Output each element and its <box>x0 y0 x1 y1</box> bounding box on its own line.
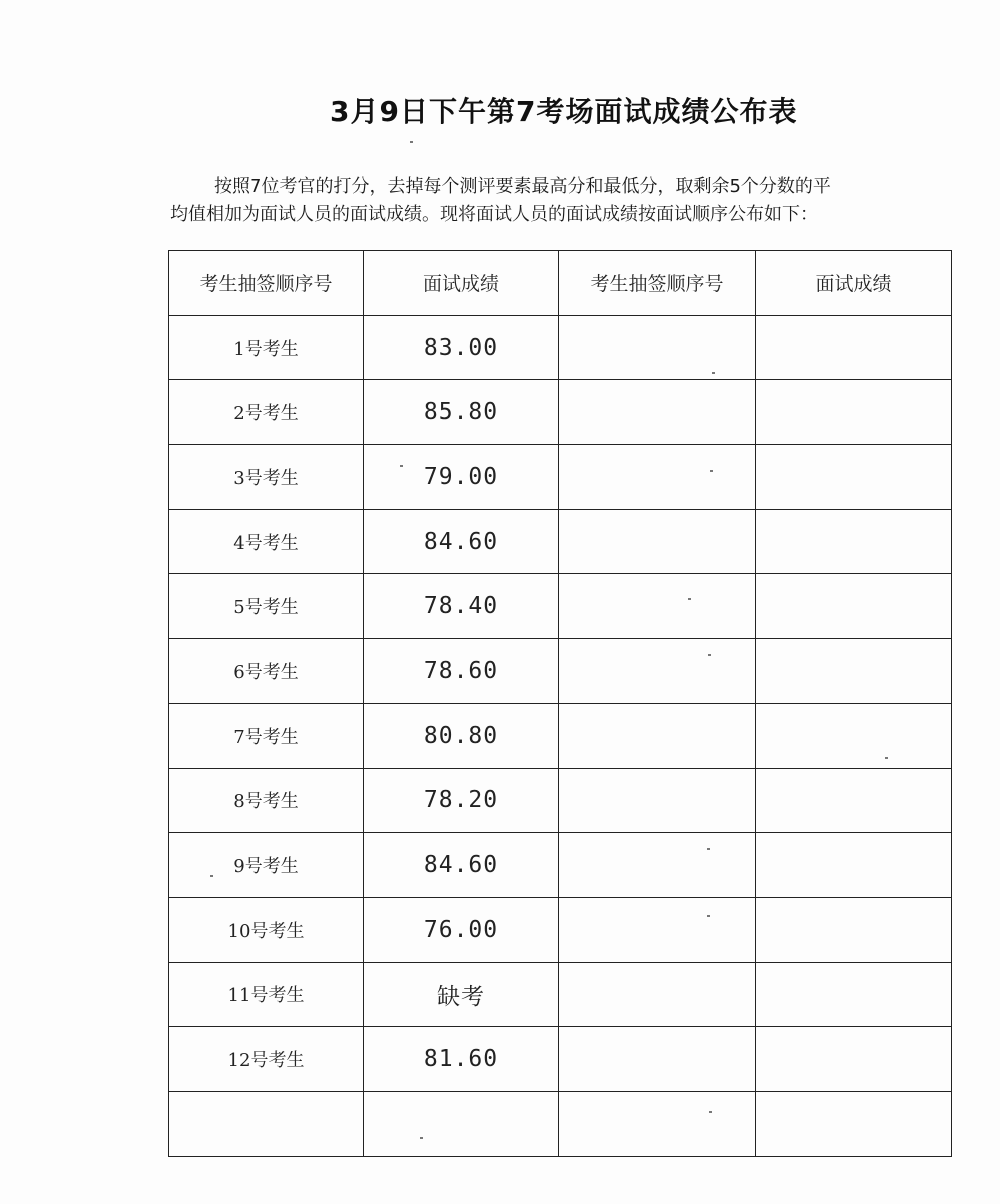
empty-score-cell <box>756 1091 952 1156</box>
empty-candidate-order-cell <box>559 639 756 704</box>
candidate-order-cell: 3号考生 <box>169 445 364 510</box>
candidate-order-cell: 11号考生 <box>169 962 364 1027</box>
interview-score-cell: 76.00 <box>364 897 559 962</box>
empty-score-cell <box>756 445 952 510</box>
interview-score-cell: 84.60 <box>364 833 559 898</box>
empty-candidate-order-cell <box>559 768 756 833</box>
table-row <box>169 509 952 574</box>
score-table-body <box>169 315 952 1156</box>
intro-line-2: 均值相加为面试人员的面试成绩。现将面试人员的面试成绩按面试顺序公布如下： <box>170 204 818 225</box>
header-score-2: 面试成绩 <box>756 251 952 316</box>
empty-candidate-order-cell <box>559 380 756 445</box>
candidate-order-cell: 4号考生 <box>169 509 364 574</box>
empty-score-cell <box>756 509 952 574</box>
candidate-order-cell: 7号考生 <box>169 703 364 768</box>
candidate-order-cell: 5号考生 <box>169 574 364 639</box>
header-candidate-order-1: 考生抽签顺序号 <box>169 251 364 316</box>
interview-score-cell: 78.20 <box>364 768 559 833</box>
interview-score-cell: 缺考 <box>364 962 559 1027</box>
empty-candidate-order-cell <box>559 703 756 768</box>
table-row <box>169 315 952 380</box>
interview-score-cell: 78.40 <box>364 574 559 639</box>
empty-score-cell <box>756 703 952 768</box>
candidate-order-cell: 1号考生 <box>169 315 364 380</box>
candidate-order-cell: 9号考生 <box>169 833 364 898</box>
empty-candidate-order-cell <box>559 445 756 510</box>
intro-line-1: 按照7位考官的打分，去掉每个测评要素最高分和最低分，取剩余5个分数的平 <box>214 176 831 197</box>
empty-score-cell <box>756 962 952 1027</box>
empty-candidate-order-cell <box>559 897 756 962</box>
empty-score-cell <box>756 833 952 898</box>
candidate-order-cell: 8号考生 <box>169 768 364 833</box>
empty-score-cell <box>756 380 952 445</box>
candidate-order-cell: 2号考生 <box>169 380 364 445</box>
empty-score-cell <box>756 574 952 639</box>
empty-candidate-order-cell <box>559 509 756 574</box>
interview-score-cell: 84.60 <box>364 509 559 574</box>
table-row <box>169 768 952 833</box>
empty-candidate-order-cell <box>559 315 756 380</box>
table-row <box>169 897 952 962</box>
table-row <box>169 380 952 445</box>
header-score-1: 面试成绩 <box>364 251 559 316</box>
empty-score-cell <box>756 897 952 962</box>
interview-score-cell: 83.00 <box>364 315 559 380</box>
page-title: 3月9日下午第7考场面试成绩公布表 <box>330 95 798 128</box>
interview-score-cell <box>364 1091 559 1156</box>
empty-score-cell <box>756 768 952 833</box>
empty-candidate-order-cell <box>559 1027 756 1092</box>
table-row <box>169 833 952 898</box>
table-row <box>169 1027 952 1092</box>
empty-candidate-order-cell <box>559 962 756 1027</box>
empty-score-cell <box>756 639 952 704</box>
empty-score-cell <box>756 315 952 380</box>
table-header-row <box>169 251 952 316</box>
interview-score-cell: 79.00 <box>364 445 559 510</box>
table-row <box>169 1091 952 1156</box>
header-candidate-order-2: 考生抽签顺序号 <box>559 251 756 316</box>
candidate-order-cell: 12号考生 <box>169 1027 364 1092</box>
candidate-order-cell: 6号考生 <box>169 639 364 704</box>
table-row <box>169 703 952 768</box>
table-row <box>169 639 952 704</box>
table-row <box>169 445 952 510</box>
empty-score-cell <box>756 1027 952 1092</box>
interview-score-cell: 80.80 <box>364 703 559 768</box>
table-row <box>169 962 952 1027</box>
interview-score-cell: 85.80 <box>364 380 559 445</box>
empty-candidate-order-cell <box>559 1091 756 1156</box>
candidate-order-cell <box>169 1091 364 1156</box>
empty-candidate-order-cell <box>559 833 756 898</box>
interview-score-cell: 81.60 <box>364 1027 559 1092</box>
intro-paragraph <box>170 173 950 229</box>
empty-candidate-order-cell <box>559 574 756 639</box>
table-row <box>169 574 952 639</box>
score-table <box>168 250 952 1157</box>
interview-score-cell: 78.60 <box>364 639 559 704</box>
candidate-order-cell: 10号考生 <box>169 897 364 962</box>
